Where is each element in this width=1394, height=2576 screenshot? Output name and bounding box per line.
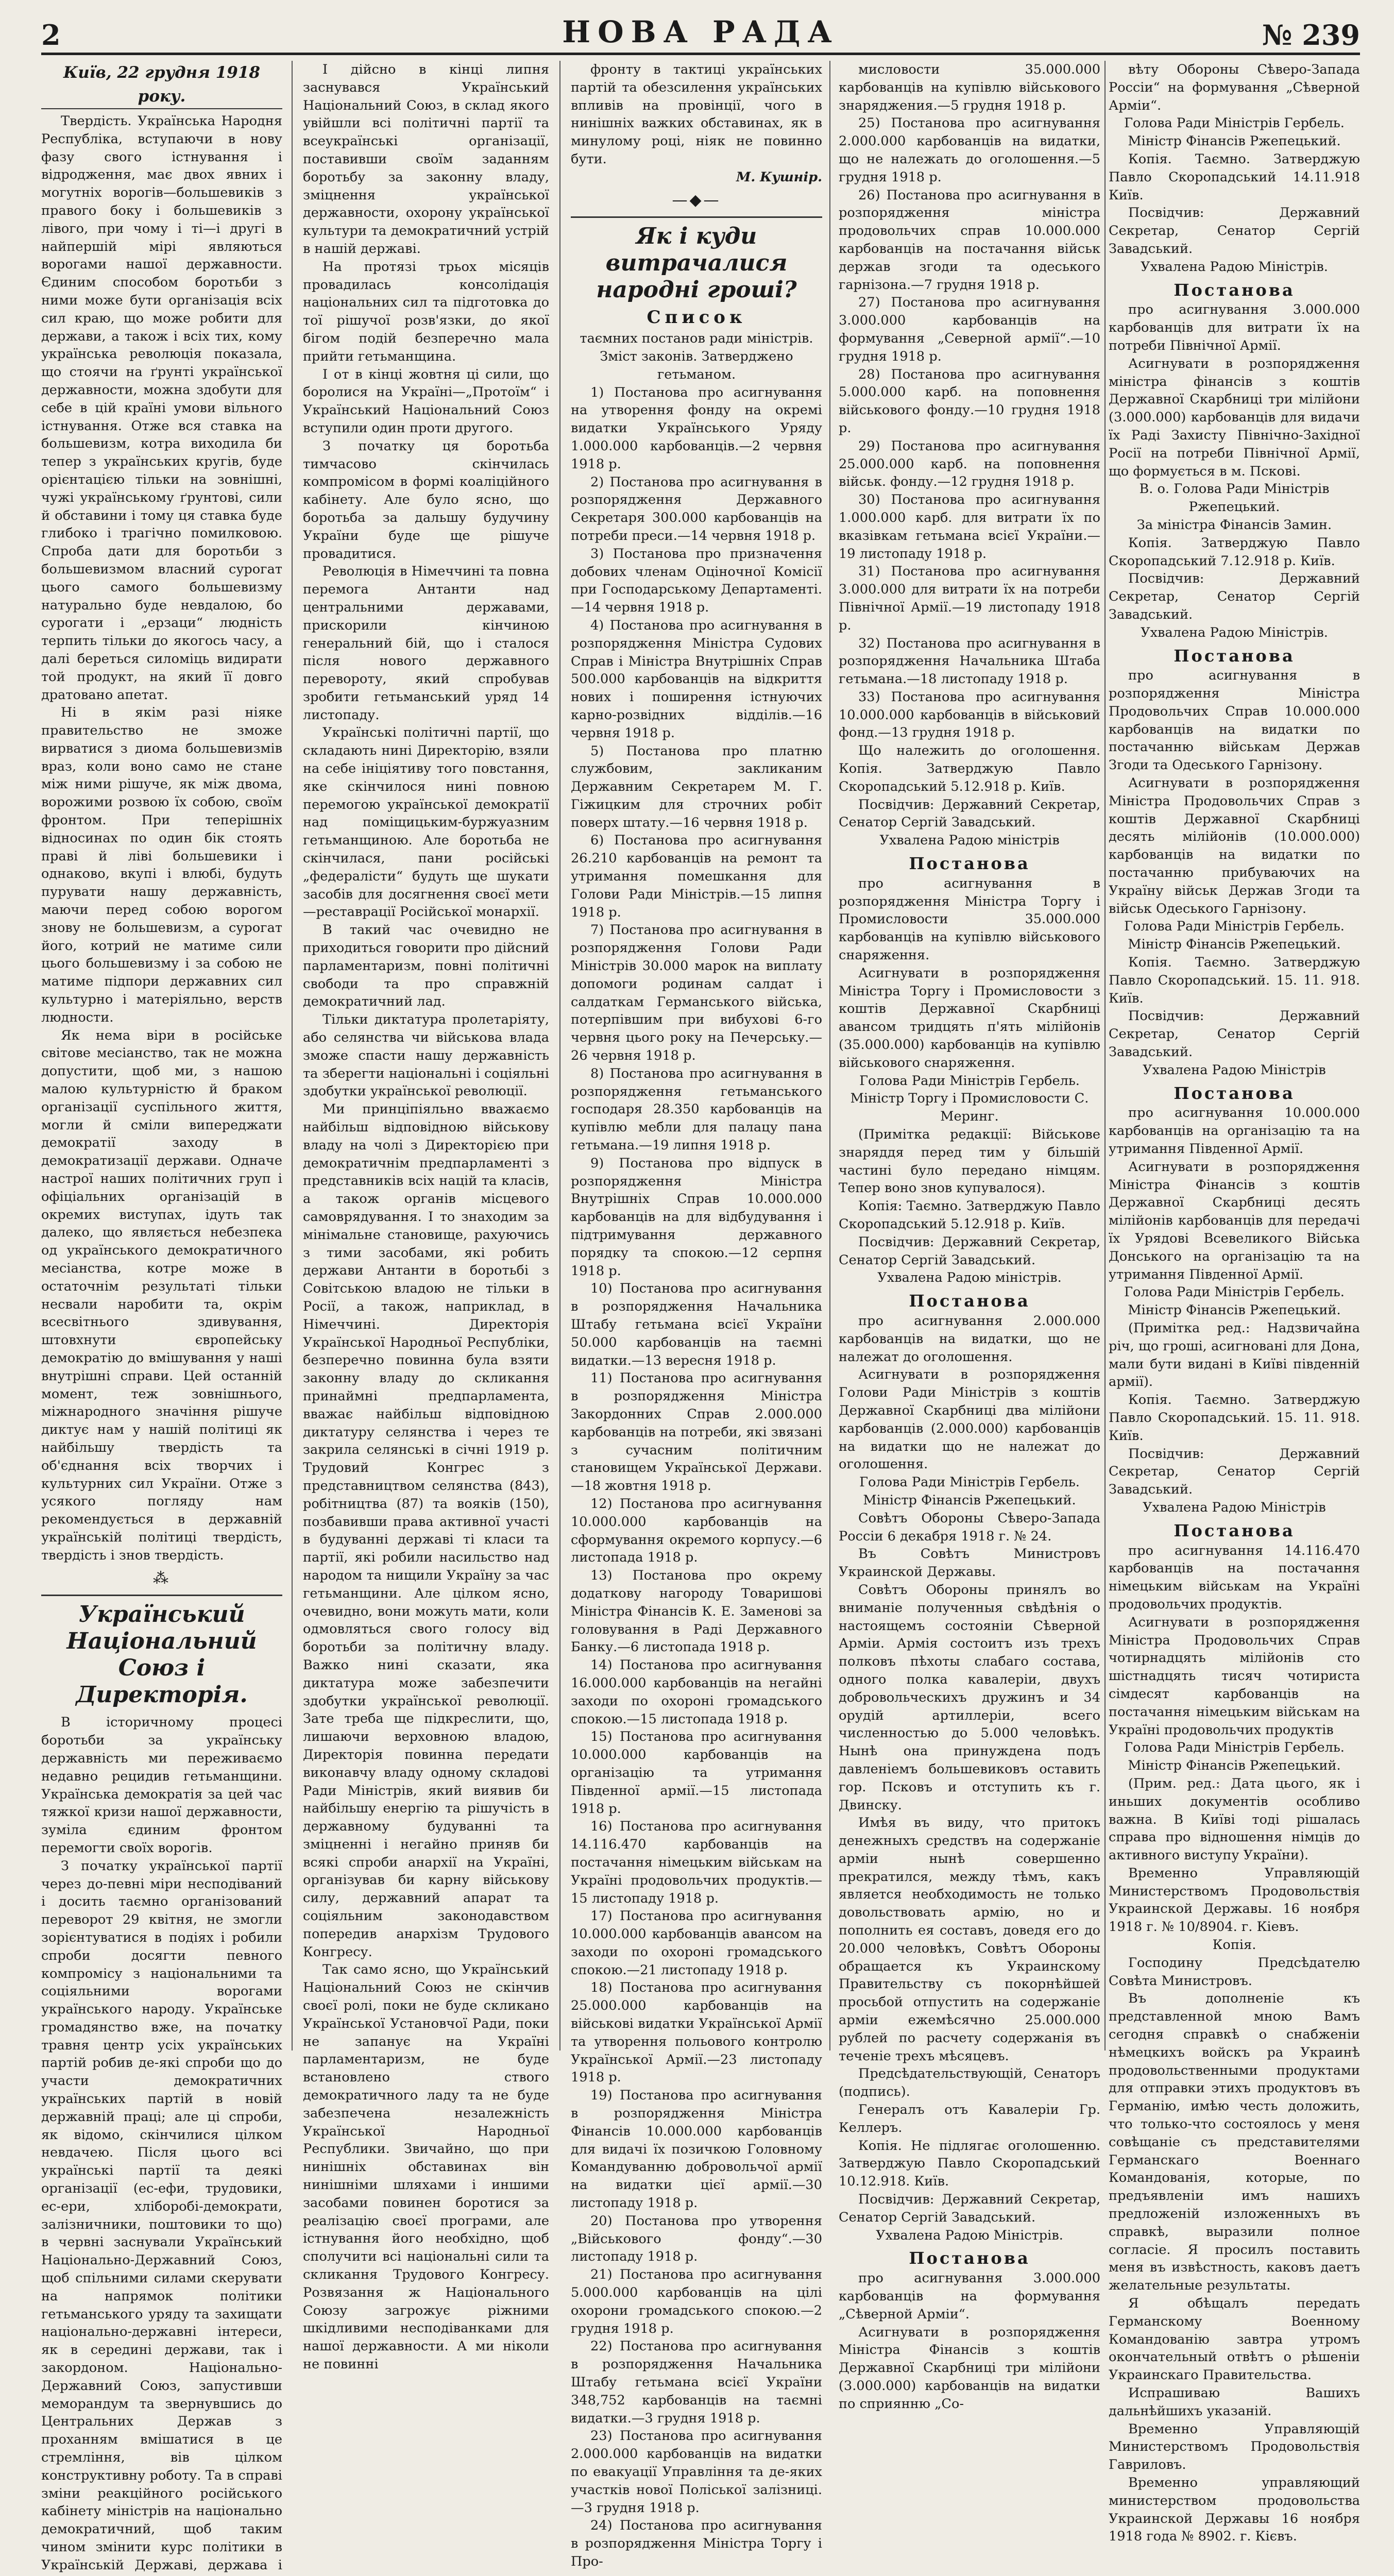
article-paragraph: Революція в Німеччині та повна перемога Антанти над центральними державами, прискорили кінчиною генеральний бій, що і сталося після нового державного перевороту, який спробував зробити гетьманський уряд 14 листопаду. [303, 564, 549, 723]
issue-number: № 239 [1262, 19, 1360, 52]
decree-heading: Постанова [1174, 1520, 1295, 1540]
decree-heading: Постанова [909, 2248, 1030, 2268]
column-rule [1104, 61, 1106, 2050]
decree-text: Асигнувати в розпорядження Міністра Фінансів з коштів Державної Скарбниці десять мілійонів карбованців для передачі їх Урядові Всевеликого Війська Донського на організацію та на утримання Південної Армії. [1109, 1159, 1360, 1282]
decree-text: Асигнувати в розпорядження міністра фінансів з коштів Державної Скарбниці три мілійони (3.000.000) карбованців для видачи їх Раді Захисту Північно-Західної Росії на потреби Північної Армії, що формується в м. Пскові. [1109, 355, 1360, 479]
certification: Посвідчив: Державний Секретар, Сенатор Сергій Завадський. [839, 2192, 1100, 2225]
copy-note: Копія. [1212, 1937, 1256, 1953]
copy-note: Копія. Таємно. Затверджую Павло Скоропадський. 15. 11. 918. Київ. [1109, 1392, 1360, 1444]
list-item: 23) Постанова про асигнування 2.000.000 карбованців на видатки по евакуації Управління та де-яких участків нової Поліської залізниці.—3 грудня 1918 р. [571, 2428, 822, 2516]
editorial-paragraph: Як нема віри в російське світове месіанство, так не можна допустити, щоб ми, з нашою малою культурністю й браком організації суспільного життя, могли й сміли випереджати демократії заходу в демократизації держави. Одначе настрої наших політичних груп і офіціальних організацій в окремих виступах, ідуть так далеко, що являється небезпека од українського демократичного месіанства, котре може в остаточнім результаті тільки несвали наробити та, окрім всесвітнього здивування, штовхнути європейську демократію до вмішування у наші внутрішні справи. Цей останній момент, теж зовнішнього, міжнародного значіння рішуче диктує нам у нашій політиці як найбільшу твердість та об'єднання всіх творчих і культурних сил України. Отже з усякого погляду нам рекомендується в державній українській політиці твердість, твердість і знов твердість. [41, 1027, 282, 1563]
list-item: 32) Постанова про асигнування в розпорядження Начальника Штаба гетьмана.—18 листопаду 1918 р. [839, 635, 1100, 687]
certification: Посвідчив: Державний Секретар, Сенатор Сергій Завадський. [839, 796, 1100, 831]
list-intro: таємних постанов ради міністрів. Зміст законів. Затверджено гетьманом. [580, 331, 813, 382]
list-item: 3) Постанова про призначення добових членам Оціночної Комісії при Господарському Департаменті.—14 червня 1918 р. [571, 546, 822, 616]
russian-letter: Испрашиваю Вашихъ дальнѣйшихъ указаній. [1109, 2385, 1360, 2419]
list-item: 16) Постанова про асигнування 14.116.470 карбованців на постачання німецьким військам на Україні продовольчих продуктів.—15 листопаду 1918 р. [571, 1819, 822, 1906]
column-rule [292, 61, 293, 2050]
column-rule [559, 61, 560, 2050]
decree-text: Асигнувати в розпорядження Міністра Торгу і Промисловости з коштів Державної Скарбниці авансом тридцять п'ять мілійонів (35.000.000) карбованців на купівлю військового снаряження. [839, 965, 1100, 1071]
decree-text: про асигнування 2.000.000 карбованців на видатки, що не належат до оголошення. [839, 1313, 1100, 1365]
decree-text: про асигнування 3.000.000 карбованців на формування „Сѣверной Арміи“. [839, 2270, 1100, 2322]
signatory: Міністр Фінансів Ржепецький. [1128, 1758, 1341, 1774]
article-paragraph: Тільки диктатура пролетаріяту, або селянства чи військова влада зможе спасти нашу державність та зберегти національні і соціяльні здобутки української революції. [303, 1012, 549, 1099]
article-title: Як і куди витрачалися народні гроші? [571, 216, 822, 303]
masthead [41, 14, 1360, 55]
certification: Посвідчив: Державний Секретар, Сенатор Сергій Завадський. [839, 1234, 1100, 1268]
list-item: 18) Постанова про асигнування 25.000.000 карбованців на військові видатки Української Армії та утворення польового контролю Української Армії.—23 листопаду 1918 р. [571, 1980, 822, 2086]
signatory: Голова Ради Міністрів Гербель. [1124, 919, 1345, 935]
signatory: Міністр Фінансів Ржепецький. [1128, 1302, 1341, 1318]
decree-text: вѣту Обороны Сѣверо-Запада Россіи“ на формування „Сѣверной Арміи“. [1109, 62, 1360, 113]
editor-note: (Примітка ред.: Надзвичайна річ, що гроші, асигновані для Дона, мали бути видані в Київі південній армії). [1109, 1320, 1360, 1390]
russian-letter: Временно Управляющій Министерствомъ Продовольствія Украинской Державы. 16 ноября 1918 г. № 10/8904. г. Кіевъ. [1109, 1865, 1360, 1935]
russian-letter: Я обѣщалъ передать Германскому Военному Командованію завтра утромъ окончательный отвѣтъ о рѣшеніи Украинскаго Правительства. [1109, 2296, 1360, 2383]
list-item: 15) Постанова про асигнування 10.000.000 карбованців на організацію та утримання Південної армії.—15 листопада 1918 р. [571, 1729, 822, 1817]
list-item: 28) Постанова про асигнування 5.000.000 карб. на поповнення військового фонду.—10 грудня 1918 р. [839, 366, 1100, 436]
ornament: ⁂ [153, 1569, 171, 1587]
russian-letter: Генералъ отъ Кавалеріи Гр. Келлеръ. [839, 2102, 1100, 2136]
copy-note: Копія: Таємно. Затверджую Павло Скоропадський 5.12.918 р. Київ. [839, 1198, 1100, 1232]
russian-letter: Совѣтъ Обороны принялъ во вниманіе полученныя свѣдѣнія о настоящемъ состояніи Сѣверной Арміи. Армія состоитъ изъ трехъ полковъ пѣхоты слабаго состава, одного полка кавалеріи, двухъ добровольческихъ дружинъ и 34 орудій артиллеріи, всего численностью до 5.000 человѣкъ. Нынѣ она принуждена подъ давленіемъ большевиковъ оставить гор. Псковъ и отступить къ г. Двинску. [839, 1582, 1100, 1813]
decree-text: Асигнувати в розпорядження Міністра Фінансів з коштів Державної Скарбниці три мілійони (3.000.000) карбованців на видатки по сприянню „Со- [839, 2324, 1100, 2412]
list-item: 21) Постанова про асигнування 5.000.000 карбованців на цілі охорони громадського спокою.—2 грудня 1918 р. [571, 2267, 822, 2336]
article-paragraph: фронту в тактиці українських партій та обезсилення українських впливів на провінції, чого в нинішніх важких обставинах, як в минулому році, ніяк не повинно бути. [571, 62, 822, 167]
decree-text: про асигнування 14.116.470 карбованців на постачання німецьким військам на Україні продовольчих продуктів. [1109, 1543, 1360, 1612]
list-item: 33) Постанова про асигнування 10.000.000 карбованців в військовий фонд.—13 грудня 1918 р. [839, 689, 1100, 741]
article-paragraph: З початку української партії через до-певні міри несподіваний і досить таємно організований переворот 29 квітня, не змогли зорієнтуватися в подіях і робили спроби досягти певного компромісу з національними та соціяльними ворогами українського народу. Українське громадянство вже, на початку травня центр усіх українських партій робив де-які спроби що до участи демократичних українських партій в новій державній праці; але ці спроби, як відомо, скінчилися цілком невдачею. Після цього всі українські партії та деякі організації (ес-ефи, трудовики, ес-ери, хліборобі-демократи, залізничники, поштовики то що) в червні заснували Український Національно-Державний Союз, щоб спільними силами скерувати на напрямок політики гетьманського уряду та захищати національно-державні інтереси, як в середині держави, так і закордоном. Національно-Державний Союз, запустивши меморандум та звернувшись до Центральних Держав з проханням вмішатися в це стремління, вів цілком конструктивну роботу. Та в справі зміни реакційного російського кабінету міністрів на національно демократичний, щоб таким чином змінити курс політики в Українській Державі, держава і [41, 1858, 282, 2573]
column-2 [303, 61, 549, 2372]
column-4 [839, 61, 1100, 2412]
russian-letter: Господину Предсѣдателю Совѣта Министровъ. [1109, 1955, 1360, 1989]
list-item: 30) Постанова про асигнування 1.000.000 карб. для витрати їх по вказівкам гетьмана всієї України.—19 листопаду 1918 р. [839, 492, 1100, 562]
editorial-paragraph: Ні в якім разі ніяке правительство не зможе вирватися з диома большевизмів враз, коли воно само не стане між ними рішуче, як між двома, ворожими розвою їх собою, своїм фронтом. При теперішніх відносинах по один бік стоять праві й ліві большевики і однаково, вкупі і влюбі, будуть пурувати нашу державність, маючи перед собою ворогом знову не большевизм, а сурогат його, котрий не матиме сили цього большевизму і за собою не матиме підпори державних сил культурно і матеріяльно, верств людности. [41, 705, 282, 1025]
signatory: Голова Ради Міністрів Гербель. [859, 1073, 1080, 1089]
dateline: Київ, 22 грудня 1918 року. [41, 61, 282, 109]
signatory: В. о. Голова Ради Міністрів Ржепецький. [1139, 481, 1330, 515]
list-item: 29) Постанова про асигнування 25.000.000 карб. на поповнення військ. фонду.—12 грудня 1918 р. [839, 438, 1100, 490]
russian-letter: Совѣтъ Обороны Сѣверо-Запада Россіи 6 декабря 1918 г. № 24. [839, 1510, 1100, 1544]
column-5 [1109, 61, 1360, 2545]
certification: Посвідчив: Державний Секретар, Сенатор Сергій Завадський. [1109, 1446, 1360, 1498]
list-item: 24) Постанова про асигнування в розпорядження Міністра Торгу і Про- [571, 2518, 822, 2569]
decree-heading: Постанова [1174, 1083, 1295, 1103]
list-item: 5) Постанова про платню службовим, закликаним Державним Секретарем М. Г. Гіжицким для строчних робіт поверх штату.—16 червня 1918 р. [571, 743, 822, 831]
article-paragraph: З початку ця боротьба тимчасово скінчилась компромісом в формі коаліційного кабінету. Але було ясно, що боротьба за дальшу будучину України буде ще рішуче провадитися. [303, 438, 549, 562]
signatory: Голова Ради Міністрів Гербель. [859, 1475, 1080, 1490]
article-paragraph: Ми принціпіяльно вважаємо найбільш відповідною військову владу на чолі з Директорією при демократичнім предпарламенті з представників всіх націй та класів, а також органів місцевого самоврядування. І то знаходим за мінімальне становище, рахуючись з тими засобами, які робить держави Антанти в боротьбі з Совітською владою не тільки в Росії, а також, наприклад, в Німеччині. Директорія Української Народньої Республіки, безперечно повинна була взяти законну владу до скликання принаймні предпарламента, вважає найбільш відповідною диктатуру селянства і через те закрила селянські в січні 1919 р. Трудовий Конгрес з представництвом селянства (843), робітництва (87) та вояків (150), позбавивши права активної участі в будуванні державі ті класи та партії, які робили насильство над народом та нищили Україну за час гетьманщини. Але цілком ясно, очевидно, вони можуть мати, коли одмовляться свого голосу від боротьби за політичну владу. Важко нині сказати, яка диктатура може забезпечити здобутки української революції. Зате треба ще підкреслити, що, лишаючи верховною владою, Директорія повинна передати виконавчу владу одному складові Ради Міністрів, який виявив би найбільшу енергію та рішучість в державному будуванні та зміцненні і негайно приняв би всякі спроби анархії на Україні, організував би карну військову силу, державний апарат та соціяльним законодавством попередив анархізм Трудового Конгресу. [303, 1101, 549, 1960]
copy-note: Копія. Таємно. Затверджую Павло Скоропадський. 15. 11. 918. Київ. [1109, 955, 1360, 1006]
signatory: Голова Ради Міністрів Гербель. [1124, 1284, 1345, 1300]
decree-heading: Постанова [909, 1291, 1030, 1311]
article-paragraph: В історичному процесі боротьби за українську державність ми переживаємо недавно рецидив гетьманщини. Українська демократія за цей час тяжкої кризи нашої державности, зуміла єдиним фронтом перемогти своїх ворогів. [41, 1715, 282, 1856]
russian-letter: Временно управляющий министерством продовольства Украинской Державы 16 ноября 1918 года № 8902. г. Кієвъ. [1109, 2475, 1360, 2545]
article-paragraph: Українські політичні партії, що складають нині Директорію, взяли на себе ініціятиву того повстання, яке скінчилося нині повною перемогою української демократії над поміщицьким-буржуазним гетьманщиною. Але боротьба не скінчилася, пани російські „федералісти“ будуть ще шукати засобів для досягнення своєї мети—реставрації Російської монархії. [303, 725, 549, 920]
decree-text: про асигнування в розпорядження Міністра Продовольчих Справ 10.000.000 карбованців на видатки по постачанню військам Держав Згоди та Одеського Гарнізону. [1109, 668, 1360, 773]
russian-letter: Временно Управляющій Министерствомъ Продовольствія Гавриловъ. [1109, 2421, 1360, 2473]
list-item: 1) Постанова про асигнування на утворення фонду на окремі видатки Українського Уряду 1.000.000 карбованців.—2 червня 1918 р. [571, 384, 822, 472]
column-rule [829, 61, 830, 2050]
certification: Посвідчив: Державний Секретар, Сенатор Сергій Завадський. [1109, 571, 1360, 622]
author-signature: М. Кушнір. [736, 169, 822, 185]
list-item: 8) Постанова про асигнування в розпорядження гетьманського господаря 28.350 карбованців на купівлю мебли для палацу пана гетьмана.—19 липня 1918 р. [571, 1065, 822, 1154]
russian-letter: Предсѣдательствующій, Сенаторъ (подпись). [839, 2066, 1100, 2100]
copy-note: Копія. Таємно. Затверджую Павло Скоропадський 14.11.918 Київ. [1109, 151, 1360, 203]
list-item: 25) Постанова про асигнування 2.000.000 карбованців на видатки, що не належать до оголошення.—5 грудня 1918 р. [839, 115, 1100, 185]
list-item: 17) Постанова про асигнування 10.000.000 карбованців авансом на заходи по охороні громадського спокою.—21 листопаду 1918 р. [571, 1908, 822, 1978]
article-paragraph: І дійсно в кінці липня заснувався Український Національний Союз, в склад якого увійшли всі політичні партії та всеукраїнські організації, поставивши своїм заданням боротьбу за законну владу, зміцнення української державности, охорону української культури та демократичний устрій в нашій державі. [303, 62, 549, 257]
article-paragraph: Так само ясно, що Український Національний Союз не скінчив своєї ролі, поки не буде скликано Української Установчої Ради, поки не запанує на Україні парламентаризм, не буде встановлено ствого демократичного ладу та не буде забезпечена незалежність Української Народньої Республики. Звичайно, що при нинішніх обставинах він нинішніми шляхами і иншими засобами повинен боротися за реалізацію своєї програми, але істнування його необхідно, щоб сполучити всі національні сили та скликання Трудового Конгресу. Розвязання ж Національного Союзу загрожує ріжними шкідливими несподіванками для нашої державности. А ми ніколи не повинні [303, 1962, 549, 2372]
approval-line: Ухвалена Радою Міністрів. [1141, 624, 1328, 640]
article-title: Український Національний Союз і Директорія. [41, 1595, 282, 1708]
decree-list [571, 384, 822, 2571]
approval-line: Ухвалена Радою міністрів. [877, 1270, 1062, 1286]
signatory: За міністра Фінансів Замин. [1136, 517, 1332, 533]
list-item: 2) Постанова про асигнування в розпорядження Державного Секретаря 300.000 карбованців на потреби преси.—14 червня 1918 р. [571, 474, 822, 544]
signatory: Міністр Фінансів Ржепецький. [1128, 133, 1341, 149]
list-item: 19) Постанова про асигнування в розпорядження Міністра Фінансів 10.000.000 карбованців для видачі їх позичкою Головному Командуванню добровольчої армії на видатки цієї армії.—30 листопаду 1918 р. [571, 2088, 822, 2211]
list-item: 4) Постанова про асигнування в розпорядження Міністра Судових Справ і Міністра Внутрішніх Справ 500.000 карбованців на відкриття нових і поширення істнуючих карно-розвідних відділів.—16 червня 1918 р. [571, 617, 822, 741]
list-item: 11) Постанова про асигнування в розпорядження Міністра Закордонних Справ 2.000.000 карбованців на потреби, які звязані з сучасним політичним становищем Української Держави.—18 жовтня 1918 р. [571, 1370, 822, 1494]
article-paragraph: В такий час очевидно не приходиться говорити про дійсний парламентаризм, повні політичні свободи та про справжній демократичний лад. [303, 922, 549, 1010]
approval-line: Ухвалена Радою міністрів [879, 833, 1060, 849]
signatory: Голова Ради Міністрів Гербель. [1124, 115, 1345, 131]
copy-note: Що належить до оголошення. Копія. Затверджую Павло Скоропадський 5.12.918 р. Київ. [839, 743, 1100, 794]
copy-note: Копія. Не підлягає оголошенню. Затверджую Павло Скоропадський 10.12.918. Київ. [839, 2138, 1100, 2190]
signatory: Міністр Торгу і Промисловости С. Меринг. [850, 1091, 1089, 1125]
editorial-paragraph: Твердість. Українська Народня Республіка, вступаючи в нову фазу свого істнування і відродження, має двох явних і могутніх ворогів—большевиків з правого боку і большевиків з лівого, при чому і ті—і другі в найпершій мірі являються ворогами нашої державности. Єдиним способом боротьби з ними може бути організація всіх сил краю, що може робити для держави, а також і всіх тих, кому українська революція показала, що стоячи на ґрунті української державности, можна здобути для себе в цій країні умови вільного істнування. Отже вся ставка на большевизм, котра виходила би тепер з українських кругів, буде орієнтацією тільки на зовнішні, чужі українському ґрунтові, сили й обставини і тому ця ставка буде глибоко і трагічно помилковою. Спроба дати для боротьби з большевизмом власний сурогат цього самого большевизму натурально буде невдалою, бо сурогати і „ерзаци“ людність терпить тільки до якогось часу, а далі береться силоміць видирати той продукт, на який її довго дратовано апетат. [41, 113, 282, 703]
russian-letter: Въ дополненіе къ представленной мною Вамъ сегодня справкѣ о снабженіи нѣмецкихъ войскъ ра Украинѣ продовольственными продуктами для отправки этихъ продуктовъ въ Германію, имѣю честь доложить, что только-что состоялось у меня совѣщаніе съ представителями Германскаго Военнаго Командованія, которые, по предъявленіи имъ нашихъ предложеній изложенныхъ въ справкѣ, выразили полное согласіе. Я просилъ поставить меня въ извѣстность, каковъ даетъ желательные результаты. [1109, 1991, 1360, 2294]
russian-letter: Въ Совѣтъ Министровъ Украинской Державы. [839, 1546, 1100, 1580]
decree-text: Асигнувати в розпорядження Міністра Продовольчих Справ чотирнадцять мілійонів сто шістнадцять тисяч чотириста сімдесят карбованців на постачання німецьким військам на Україні продовольчих продуктів [1109, 1614, 1360, 1738]
list-item: 9) Постанова про відпуск в розпорядження Міністра Внутрішніх Справ 10.000.000 карбованців на для відбудування і підтримування державного порядку та спокою.—12 серпня 1918 р. [571, 1155, 822, 1279]
approval-line: Ухвалена Радою Міністрів. [876, 2227, 1063, 2243]
list-item: 7) Постанова про асигнування в розпорядження Голови Ради Міністрів 30.000 марок на виплату допомоги родинам салдат і салдаткам Германського війська, потерпівшим при вибухові 6-го червня цього року на Печерську.—26 червня 1918 р. [571, 922, 822, 1064]
editor-note: (Прим. ред.: Дата цього, як і иньших документів особливо важна. В Київі тоді рішалась справа про відношення німців до активного виступу України). [1109, 1775, 1360, 1863]
russian-letter: Имѣя въ виду, что притокъ денежныхъ средствъ на содержаніе арміи нынѣ совершенно прекратился, между тѣмъ, какъ является необходимость не только довольствовать армію, но и пополнить ея составъ, доведя его до 20.000 человѣкъ, Совѣтъ Обороны обращается къ Украинскому Правительству съ покорнѣйшей просьбой отпустить на содержаніе арміи ежемѣсячно 25.000.000 рублей по расчету содержанія въ теченіе трехъ мѣсяцевъ. [839, 1815, 1100, 2064]
decree-text: Асигнувати в розпорядження Голови Ради Міністрів з коштів Державної Скарбниці два мілійони карбованців (2.000.000) карбованців на видатки що не належат до оголошення. [839, 1367, 1100, 1472]
list-item: 14) Постанова про асигнування 16.000.000 карбованців на негайні заходи по охороні громадського спокою.—15 листопада 1918 р. [571, 1657, 822, 1727]
decree-text: Асигнувати в розпорядження Міністра Продовольчих Справ з коштів Державної Скарбниці десять мілійонів (10.000.000) карбованців на видатки по постачанню прибуваючих на Україну військ Держав Згоди та військ Одеського Гарнізону. [1109, 775, 1360, 917]
list-item: 13) Постанова про окрему додаткову нагороду Товаришові Міністра Фінансів К. Е. Заменові за головування в Раді Державного Банку.—6 листопада 1918 р. [571, 1568, 822, 1655]
copy-note: Копія. Затверджую Павло Скоропадський 7.12.918 р. Київ. [1109, 535, 1360, 569]
editor-note: (Примітка редакції: Військове знаряддя перед тим у більшій частині було передано німцям. Тепер воно знов купувалося). [839, 1127, 1100, 1196]
page-number: 2 [41, 19, 61, 52]
list-item: 26) Постанова про асигнування в розпорядження міністра продовольчих справ 10.000.000 карбованців на постачання військ держав згоди та одеського гарнізона.—7 грудня 1918 р. [839, 187, 1100, 293]
list-item: 22) Постанова про асигнування в розпорядження Начальника Штабу гетьмана всієї України 348,752 карбованців на таємні видатки.—3 грудня 1918 р. [571, 2338, 822, 2426]
article-paragraph: На протязі трьох місяців провадилась консолідація національних сил та підготовка до тої рішучої розв'язки, до якої бігом подій безперечно мала прийти гетьманщина. [303, 259, 549, 364]
decree-heading: Постанова [1174, 280, 1295, 300]
certification: Посвідчив: Державний Секретар, Сенатор Сергій Завадський. [1109, 205, 1360, 257]
certification: Посвідчив: Державний Секретар, Сенатор Сергій Завадський. [1109, 1008, 1360, 1060]
list-item: 27) Постанова про асигнування 3.000.000 карбованців на формування „Северной армії“.—10 грудня 1918 р. [839, 295, 1100, 364]
article-paragraph: І от в кінці жовтня ці сили, що боролися на Україні—„Протоїм“ і Український Національний Союз вступили один проти другого. [303, 366, 549, 436]
article-subtitle: Список [647, 307, 746, 328]
ornament: —◆— [672, 191, 721, 209]
list-item: 20) Постанова про утворення „Військового фонду“.—30 листопаду 1918 р. [571, 2213, 822, 2265]
decree-text: про асигнування 10.000.000 карбованців на організацію та на утримання Південної Армії. [1109, 1105, 1360, 1157]
decree-text: про асигнування 3.000.000 карбованців для витрати їх на потреби Північної Армії. [1109, 302, 1360, 353]
signatory: Міністр Фінансів Ржепецький. [863, 1492, 1076, 1508]
decree-heading: Постанова [909, 854, 1030, 874]
list-item: 6) Постанова про асигнування 26.210 карбованців на ремонт та утримання помешкання для Голови Ради Міністрів.—15 липня 1918 р. [571, 833, 822, 920]
column-3 [571, 61, 822, 2569]
list-item: 10) Постанова про асигнування в розпорядження Начальника Штабу гетьмана всієї України 50.000 карбованців на таємні видатки.—13 вересня 1918 р. [571, 1281, 822, 1368]
decree-text: про асигнування в розпорядження Міністра Торгу і Промисловости 35.000.000 карбованців на купівлю військового снаряження. [839, 875, 1100, 963]
decree-heading: Постанова [1174, 646, 1295, 666]
approval-line: Ухвалена Радою Міністрів [1143, 1499, 1326, 1515]
signatory: Голова Ради Міністрів Гербель. [1124, 1740, 1345, 1756]
list-item: мисловости 35.000.000 карбованців на купівлю військового знаряджения.—5 грудня 1918 р. [839, 62, 1100, 113]
signatory: Міністр Фінансів Ржепецький. [1128, 937, 1341, 953]
column-1 [41, 61, 282, 2573]
newspaper-title: НОВА РАДА [562, 14, 839, 49]
list-item: 12) Постанова про асигнування 10.000.000 карбованців на сформування окремого корпусу.—6 листопада 1918 р. [571, 1496, 822, 1566]
list-item: 31) Постанова про асигнування 3.000.000 для витрати їх на потреби Північної Армії.—19 листопаду 1918 р. [839, 564, 1100, 633]
approval-line: Ухвалена Радою Міністрів. [1141, 259, 1328, 275]
approval-line: Ухвалена Радою Міністрів [1143, 1062, 1326, 1078]
